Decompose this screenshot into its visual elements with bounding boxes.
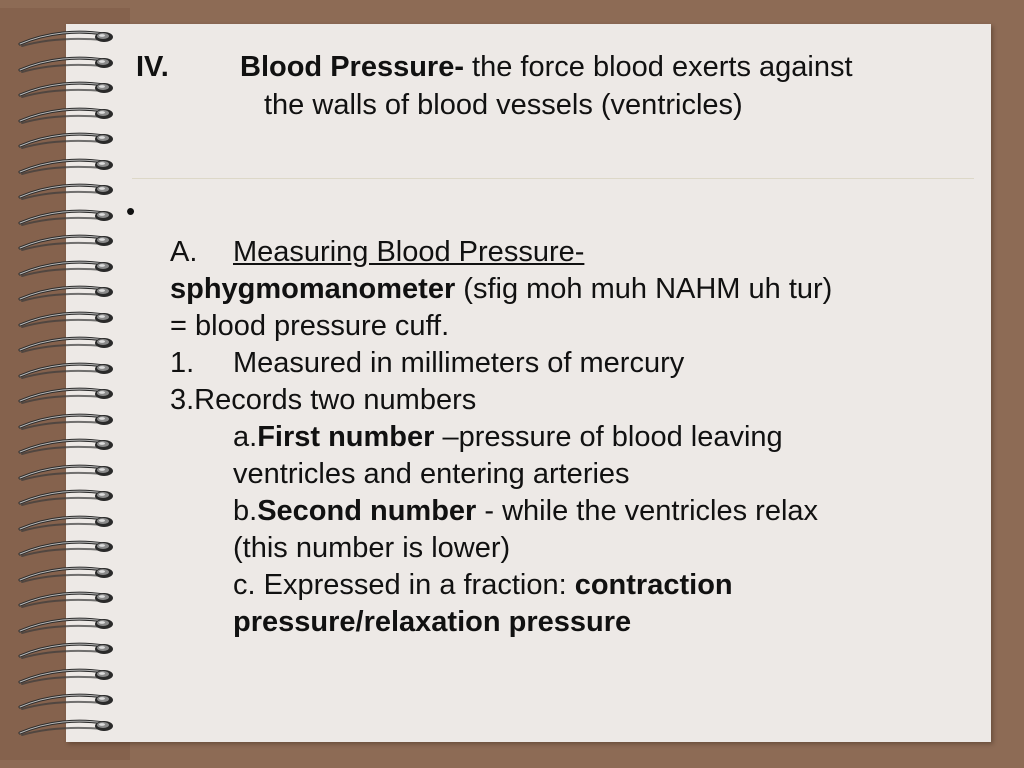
section-a-equals: = blood pressure cuff. [170,310,450,342]
pronunciation: (sfig moh muh NAHM uh tur) [455,273,833,305]
sub-item-b-label: b. [233,495,258,527]
slide-body [170,234,970,641]
section-a-title: Measuring Blood Pressure- [233,236,585,268]
spiral-ring-icon [8,483,120,509]
spiral-ring-icon [8,126,120,152]
spiral-ring-icon [8,356,120,382]
sub-item-c-text: c. Expressed in a fraction: [233,569,575,601]
section-a-heading [170,234,970,271]
title-term: Blood Pressure- [240,51,464,83]
sub-item-c [170,567,970,604]
spiral-ring-icon [8,24,120,50]
spiral-ring-icon [8,636,120,662]
sub-item-a-continued: ventricles and entering arteries [233,458,630,490]
spiral-ring-icon [8,152,120,178]
second-number-term: Second number [257,495,477,527]
bullet-point: • [126,196,136,226]
spiral-ring-icon [8,407,120,433]
spiral-ring-icon [8,203,120,229]
spiral-binding-icon [0,0,130,768]
spiral-ring-icon [8,585,120,611]
sub-item-a-text: pressure of blood leaving [458,421,783,453]
spiral-ring-icon [8,381,120,407]
title-divider [132,178,974,179]
spiral-ring-icon [8,50,120,76]
section-a-term-row [170,271,970,308]
spiral-ring-icon [8,534,120,560]
spiral-ring-icon [8,228,120,254]
fraction-term: pressure/relaxation pressure [233,606,632,638]
spiral-ring-icon [8,560,120,586]
sub-item-a-dash: – [442,421,459,453]
sub-item-b [170,493,970,530]
title-numeral: IV. [136,51,169,83]
sphygmomanometer-term: sphygmomanometer [170,273,456,305]
spiral-ring-icon [8,177,120,203]
sub-item-b-text: - while the ventricles relax [476,495,819,527]
title-definition-2: the walls of blood vessels (ventricles) [264,89,743,121]
sub-item-c-continued [170,604,970,641]
spiral-ring-icon [8,330,120,356]
title-definition-1: the force blood exerts against [464,51,853,83]
spiral-ring-icon [8,458,120,484]
title-line-1 [136,48,976,86]
spiral-ring-icon [8,687,120,713]
slide-title [136,48,976,124]
sub-item-a [170,419,970,456]
spiral-ring-icon [8,279,120,305]
item-1-text: Measured in millimeters of mercury [233,347,685,379]
contraction-term: contraction [574,569,733,601]
spiral-ring-icon [8,509,120,535]
spiral-ring-icon [8,611,120,637]
spiral-ring-icon [8,101,120,127]
sub-item-a-label: a. [233,421,258,453]
spiral-ring-icon [8,254,120,280]
first-number-term: First number [257,421,443,453]
spiral-ring-icon [8,662,120,688]
section-a-label: A. [170,236,198,268]
spiral-ring-icon [8,75,120,101]
spiral-ring-icon [8,305,120,331]
item-1-label: 1. [170,347,195,379]
sub-item-b-continued: (this number is lower) [233,532,511,564]
spiral-ring-icon [8,713,120,739]
spiral-ring-icon [8,432,120,458]
item-3: 3.Records two numbers [170,384,477,416]
item-1 [170,345,970,382]
